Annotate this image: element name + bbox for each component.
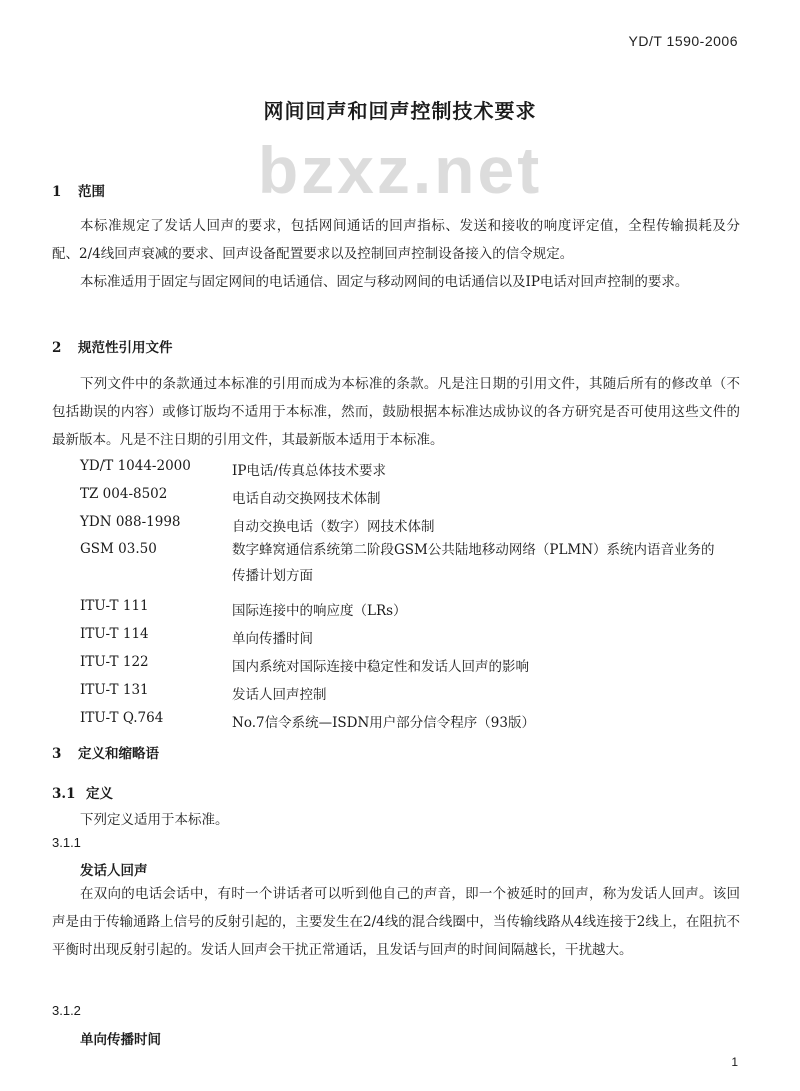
document-title: 网间回声和回声控制技术要求	[263, 99, 537, 123]
reference-name: 单向传播时间	[232, 631, 313, 647]
standard-code: YD/T 1590-2006	[628, 33, 738, 49]
section-number: 2	[52, 340, 62, 356]
reference-name: 数字蜂窝通信系统第二阶段GSM公共陆地移动网络（PLMN）系统内语音业务的传播计划方面	[232, 542, 715, 584]
clause-number: 3.1.1	[52, 835, 81, 850]
reference-code: ITU-T 122	[80, 654, 149, 670]
subsection-3-1-heading	[52, 782, 113, 802]
reference-name: IP电话/传真总体技术要求	[232, 463, 386, 479]
clause-number: 3.1.2	[52, 1003, 81, 1018]
term-heading: 发话人回声	[80, 863, 148, 879]
paragraph: 本标准规定了发话人回声的要求，包括网间通话的回声指标、发送和接收的响度评定值，全程传输损耗及分配、2/4线回声衰减的要求、回声设备配置要求以及控制回声控制设备接入的信令规定。	[52, 218, 740, 262]
reference-code: GSM 03.50	[80, 541, 157, 557]
section-3-heading	[52, 742, 159, 762]
section-number: 1	[52, 184, 62, 200]
reference-code: ITU-T 111	[80, 598, 149, 614]
reference-name: 国内系统对国际连接中稳定性和发话人回声的影响	[232, 659, 529, 675]
reference-code: TZ 004-8502	[80, 486, 168, 502]
section-title: 范围	[78, 184, 105, 200]
reference-code: ITU-T 114	[80, 626, 149, 642]
section-2-heading	[52, 336, 173, 356]
definition-text: 在双向的电话会话中，有时一个讲话者可以听到他自己的声音，即一个被延时的回声，称为发话人回声。该回声是由于传输通路上信号的反射引起的，主要发生在2/4线的混合线圈中，当传输线路从4线连接于2线上，在阻抗不平衡时出现反射引起的。发话人回声会干扰正常通话，且发话与回声的时间间隔越长，干扰越大。	[52, 886, 740, 958]
section-title: 规范性引用文件	[78, 340, 173, 356]
watermark: bzxz.net	[257, 133, 543, 207]
section-title: 定义和缩略语	[78, 746, 159, 762]
page-number: 1	[731, 1055, 738, 1069]
subsection-title: 定义	[86, 786, 113, 802]
reference-name: 国际连接中的响应度（LRs）	[232, 603, 407, 619]
subsection-number: 3.1	[52, 786, 76, 802]
reference-code: ITU-T 131	[80, 682, 149, 698]
term-heading: 单向传播时间	[80, 1032, 161, 1048]
reference-name: 自动交换电话（数字）网技术体制	[232, 519, 435, 535]
reference-code: ITU-T Q.764	[80, 710, 164, 726]
subsection-intro: 下列定义适用于本标准。	[80, 812, 229, 828]
reference-name: 发话人回声控制	[232, 687, 327, 703]
paragraph: 下列文件中的条款通过本标准的引用而成为本标准的条款。凡是注日期的引用文件，其随后所有的修改单（不包括勘误的内容）或修订版均不适用于本标准，然而，鼓励根据本标准达成协议的各方研究是否可使用这些文件的最新版本。凡是不注日期的引用文件，其最新版本适用于本标准。	[52, 376, 740, 448]
section-1-heading	[52, 180, 105, 200]
paragraph: 本标准适用于固定与固定网间的电话通信、固定与移动网间的电话通信以及IP电话对回声控制的要求。	[80, 274, 689, 290]
reference-code: YDN 088-1998	[80, 514, 181, 530]
section-number: 3	[52, 746, 62, 762]
reference-name: No.7信令系统—ISDN用户部分信令程序（93版）	[232, 715, 535, 731]
reference-code: YD/T 1044-2000	[80, 458, 191, 474]
reference-name: 电话自动交换网技术体制	[232, 491, 381, 507]
